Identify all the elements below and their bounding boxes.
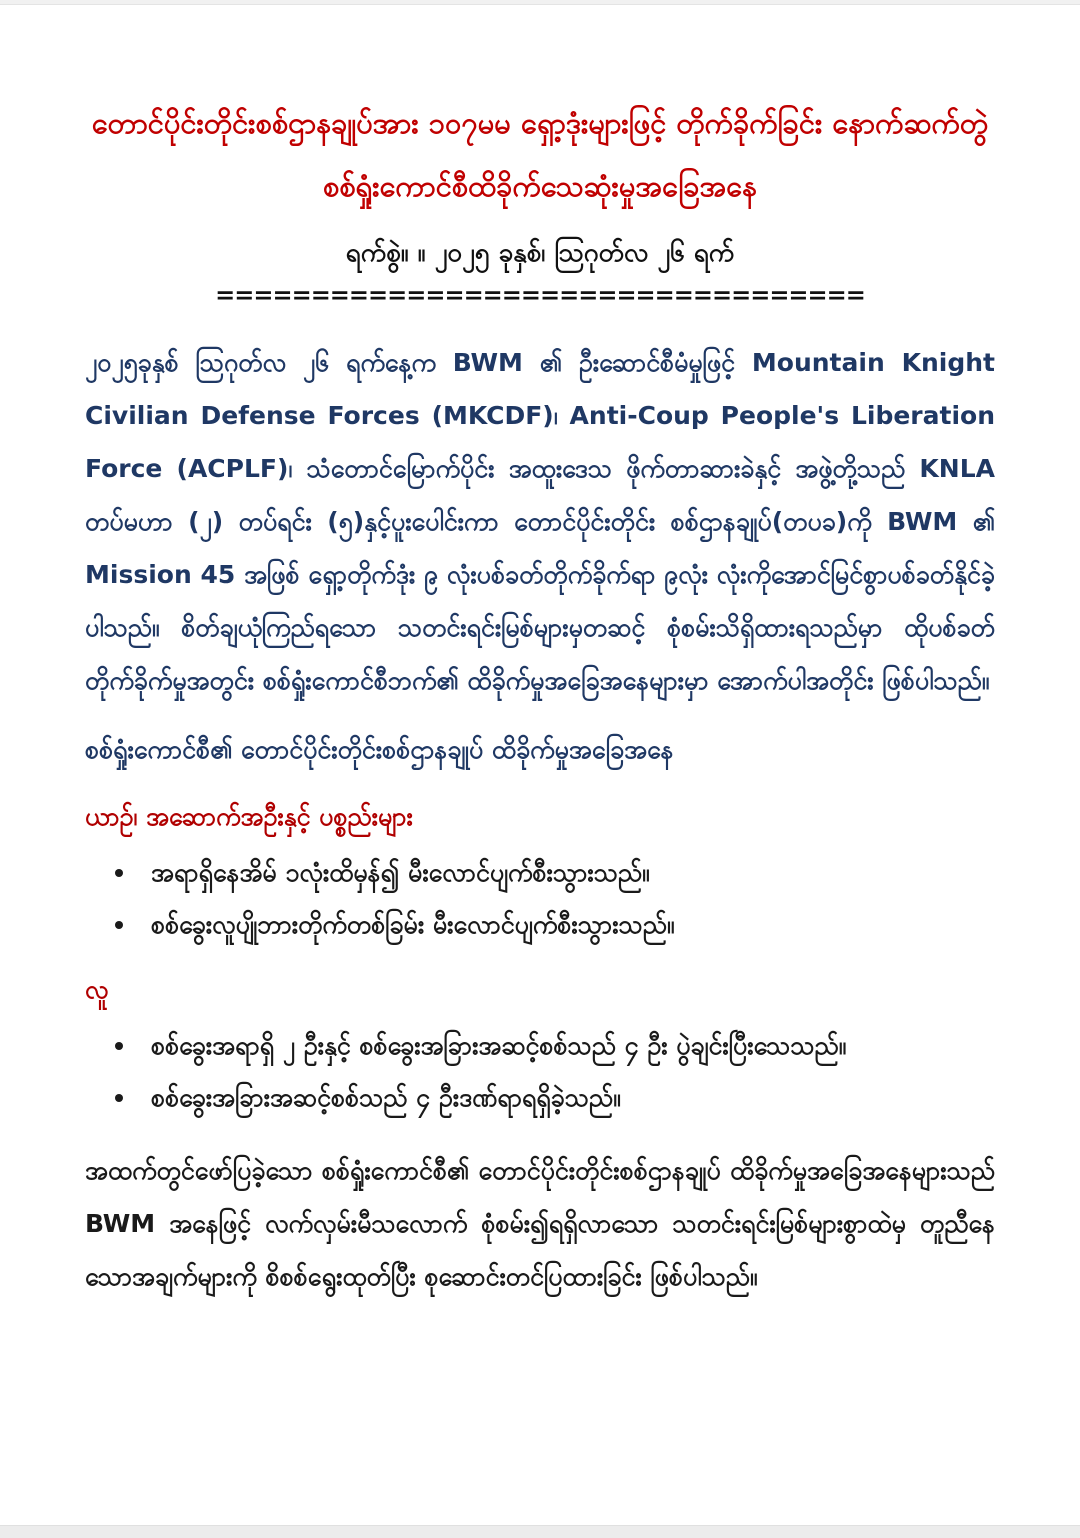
date-line: ရက်စွဲ။ ။ ၂၀၂၅ ခုနှစ်၊ ဩဂုတ်လ ၂၆ ရက် <box>345 238 735 269</box>
viewer-bottom-edge <box>0 1525 1080 1538</box>
bullet-text: အရာရှိနေအိမ် ၁လုံးထိမှန်၍ မီးလောင်ပျက်စီးသွားသည်။ <box>151 858 650 888</box>
bullet-dot <box>115 869 123 877</box>
bullet-text: စစ်ခွေးအခြားအဆင့်စစ်သည် ၄ ဦးဒဏ်ရာရရှိခဲ့သည်။ <box>151 1082 621 1112</box>
intro-paragraph: ၂၀၂၅ခုနှစ် ဩဂုတ်လ ၂၆ ရက်နေ့က BWM ၏ ဦးဆောင်စီမံမှုဖြင့် Mountain Knight Civilian Defense Forces (MKCDF)၊ Anti-Coup People's Liberation Force (ACPLF)၊ သံတောင်မြောက်ပိုင်း အထူးဒေသ ဖိုက်တာဆားခဲနှင့် အဖွဲ့တို့သည် KNLA တပ်မဟာ (၂) တပ်ရင်း (၅)နှင့်ပူးပေါင်းကာ တောင်ပိုင်းတိုင်း စစ်ဌာနချုပ်(တပခ)ကို BWM ၏ Mission 45 အဖြစ် ရှော့တိုက်ဒုံး ၉ လုံးပစ်ခတ်တိုက်ခိုက်ရာ ၉လုံး လုံးကိုအောင်မြင်စွာပစ်ခတ်နိုင်ခဲ့ပါသည်။ စိတ်ချယုံကြည်ရသော သတင်းရင်းမြစ်များမှတဆင့် စုံစမ်းသိရှိထားရသည်မှာ ထိုပစ်ခတ်တိုက်ခိုက်မှုအတွင်း စစ်ရှုံးကောင်စီဘက်၏ ထိခိုက်မှုအခြေအနေများမှာ အောက်ပါအတိုင်း ဖြစ်ပါသည်။ <box>85 348 995 696</box>
page-title-line1: တောင်ပိုင်းတိုင်းစစ်ဌာနချုပ်အား ၁၀၇မမ ရှော့ဒုံးများဖြင့် တိုက်ခိုက်ခြင်း နောက်ဆက်တွဲ <box>91 106 989 140</box>
closing-paragraph: အထက်တွင်ဖော်ပြခဲ့သော စစ်ရှုံးကောင်စီ၏ တောင်ပိုင်းတိုင်းစစ်ဌာနချုပ် ထိခိုက်မှုအခြေအနေများသည် BWM အနေဖြင့် လက်လှမ်းမီသလောက် စုံစမ်း၍ရရှိလာသော သတင်းရင်းမြစ်များစွာထဲမှ တူညီနေသောအချက်များကို စိစစ်ရွေးထုတ်ပြီး စုဆောင်းတင်ပြထားခြင်း ဖြစ်ပါသည်။ <box>85 1155 995 1291</box>
list-item <box>115 1027 995 1066</box>
subsection-heading-people: လူ <box>85 974 109 1004</box>
subsection-heading-vehicles-buildings: ယာဉ်၊ အဆောက်အဦးနှင့် ပစ္စည်းများ <box>85 801 413 831</box>
bullet-text: စစ်ခွေးလူပျိုဘားတိုက်တစ်ခြမ်း မီးလောင်ပျက်စီးသွားသည်။ <box>151 909 675 939</box>
page-title <box>85 92 995 218</box>
list-item <box>115 1079 995 1118</box>
bullet-list-vehicles-buildings <box>85 854 995 945</box>
divider-equals: ================================== <box>215 281 865 310</box>
bullet-text: စစ်ခွေးအရာရှိ ၂ ဦးနှင့် စစ်ခွေးအခြားအဆင့်စစ်သည် ၄ ဦး ပွဲချင်းပြီးသေသည်။ <box>151 1031 847 1061</box>
bullet-dot <box>115 1094 123 1102</box>
bullet-list-people <box>85 1027 995 1118</box>
page-title-line2: စစ်ရှုံးကောင်စီထိခိုက်သေဆုံးမှုအခြေအနေ <box>323 169 757 204</box>
list-item <box>115 854 995 893</box>
bullet-dot <box>115 1042 123 1050</box>
section-heading-damage-overview: စစ်ရှုံးကောင်စီ၏ တောင်ပိုင်းတိုင်းစစ်ဌာနချုပ် ထိခိုက်မှုအခြေအနေ <box>85 735 674 765</box>
bullet-dot <box>115 921 123 929</box>
list-item <box>115 906 995 945</box>
